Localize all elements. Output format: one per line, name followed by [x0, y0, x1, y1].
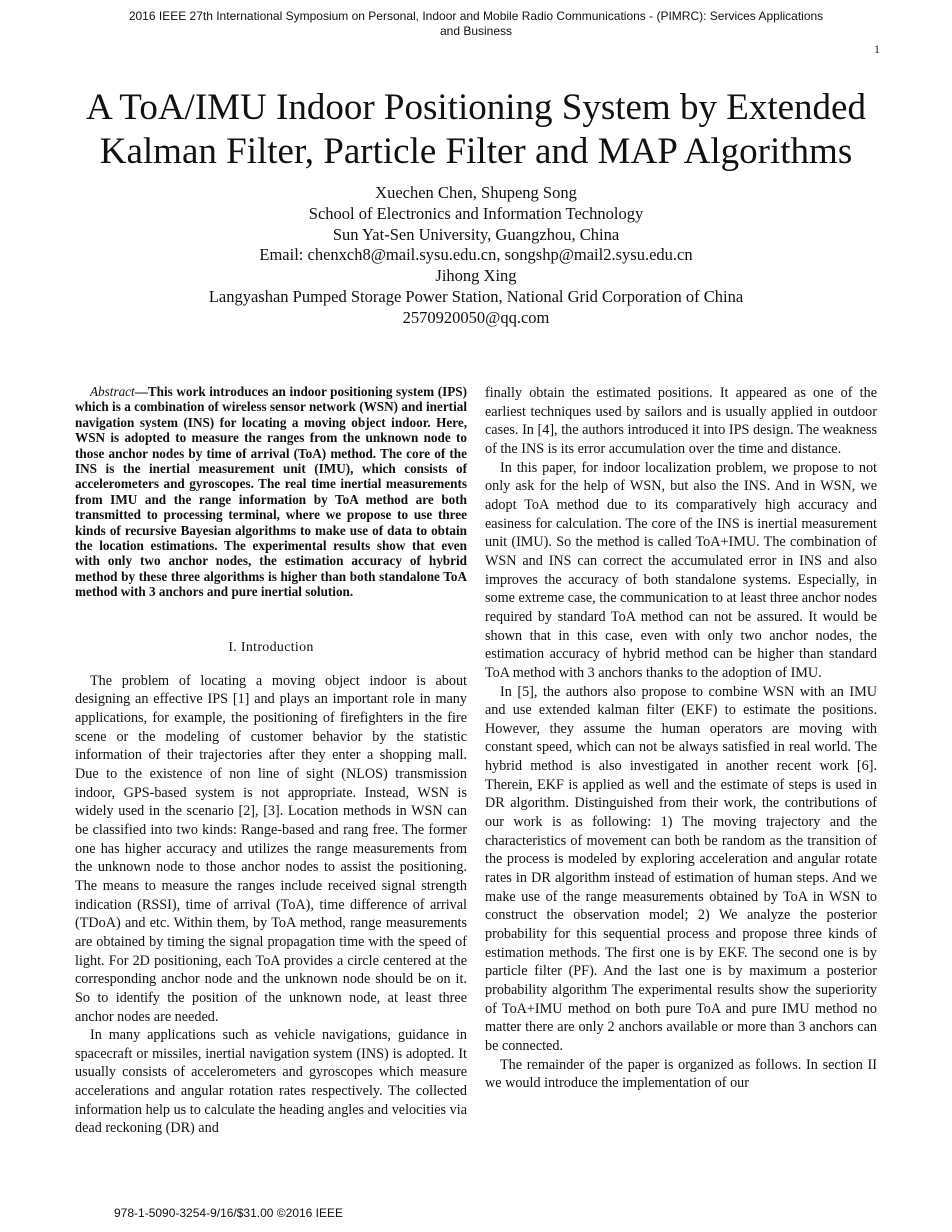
author-names-2: Jihong Xing — [435, 266, 517, 286]
intro-paragraph-3: In this paper, for indoor localization problem, we propose to not only ask for the help of WSN, but also the INS. And in WSN, we adopt ToA method due to its comparatively high accuracy and easiness for calculation. The core of the INS is inertial measurement unit (IMU). So the method is called ToA+IMU. The combination of WSN and INS can correct the accumulated error in INS and also improves the accuracy of both standalone systems. Especially, in some extreme case, the communication to at least three anchor nodes required by standard ToA method can not be assured. It would be shown that in this case, even with only two anchor nodes, the estimation accuracy of hybrid method can be higher than standard ToA method with 3 anchors thanks to the adoption of IMU. — [485, 459, 877, 681]
author-names-1: Xuechen Chen, Shupeng Song — [375, 183, 577, 202]
author-affiliation-2: Langyashan Pumped Storage Power Station, National Grid Corporation of China — [208, 286, 744, 306]
paper-title: A ToA/IMU Indoor Positioning System by Extended Kalman Filter, Particle Filter and MAP Algorithms — [86, 87, 866, 172]
author-affiliation-1: School of Electronics and Information Technology — [308, 203, 644, 223]
intro-paragraph-2: In many applications such as vehicle navigations, guidance in spacecraft or missiles, inertial navigation system (INS) is adopted. It usually consists of accelerometers and gyroscopes which measure accelerations and angular rotation rates respectively. The collected information help us to calculate the heading angles and velocities via dead reckoning (DR) and — [75, 1027, 467, 1137]
abstract-dash: — — [134, 384, 148, 399]
conference-header — [100, 9, 852, 39]
intro-paragraph-5: The remainder of the paper is organized as follows. In section II we would introduce the implementation of our — [485, 1056, 877, 1092]
author-email-1: Email: chenxch8@mail.sysu.edu.cn, songshp@mail2.sysu.edu.cn — [259, 245, 693, 265]
page-number: 1 — [874, 42, 880, 56]
section-heading-introduction: I. Introduction — [228, 639, 314, 655]
left-column — [75, 384, 467, 1138]
abstract-label: Abstract — [90, 384, 135, 399]
copyright-footer: 978-1-5090-3254-9/16/$31.00 ©2016 IEEE — [114, 1206, 344, 1220]
intro-paragraph-4: In [5], the authors also propose to combine WSN with an IMU and use extended kalman filter (EKF) to estimate the positions. However, they assume the human operators are moving with constant speed, which can not be always satisfied in real world. The hybrid method is also investigated in another recent work [6]. Therein, EKF is applied as well and the estimate of steps is used in DR algorithm. Distinguished from their work, the contributions of our work is as following: 1) The moving trajectory and the characteristics of movement can both be random as the transition of the process is modeled by exploring acceleration and angular rotate rates in DR algorithm instead of estimation of human steps. And we make use of the range measurements obtained by ToA in WSN to construct the observation model; 2) We analyze the posterior probability for this sequential process and propose three kinds of estimation methods. The first one is by EKF. The second one is by particle filter (PF). And the last one is by maximum a posterior probability algorithm The experimental results show the superiority of ToA+IMU method on both pure ToA and pure IMU method no matter there are only 2 anchors available or more than 3 anchors can be connected. — [485, 683, 877, 1054]
right-column — [485, 384, 877, 1093]
author-email-2: 2570920050@qq.com — [402, 307, 550, 327]
author-university: Sun Yat-Sen University, Guangzhou, China — [332, 224, 620, 244]
conference-header-line-1: 2016 IEEE 27th International Symposium on Personal, Indoor and Mobile Radio Communications - (PIMRC): Services Applications — [128, 9, 824, 23]
intro-paragraph-2-continued: finally obtain the estimated positions. It appeared as one of the earliest techniques used by sailors and is usually applied in outdoor cases. In [4], the authors introduced it into IPS design. The weakness of the INS is its error accumulation over the time and distance. — [485, 385, 877, 457]
intro-paragraph-1: The problem of locating a moving object indoor is about designing an effective IPS [1] and plays an important role in many applications, for example, the positioning of firefighters in the fire scene or the modeling of customer behavior by the statistic information of their trajectories after they enter a shopping mall. Due to the existence of non line of sight (NLOS) transmission indoor, GPS-based system is not appropriate. Instead, WSN is widely used in the scenario [2], [3]. Location methods in WSN can be classified into two kinds: Range-based and rang free. The former one has higher accuracy and utilizes the range measurements from the unknown node to those anchor nodes to assist the positioning. The means to measure the ranges include received signal strength indication (RSSI), time of arrival (ToA), time difference of arrival (TDoA) and etc. Within them, by ToA method, range measurements are obtained by timing the signal propagation time with the speed of light. For 2D positioning, each ToA provides a circle centered at the corresponding anchor node and the unknown node should be on it. So to identify the position of the unknown node, at least three anchor nodes are needed. — [75, 672, 467, 1025]
abstract — [75, 384, 467, 600]
conference-header-line-2: and Business — [439, 24, 513, 38]
author-block — [100, 183, 852, 329]
abstract-text: This work introduces an indoor positioning system (IPS) which is a combination of wireless sensor network (WSN) and inertial navigation system (INS) for locating a moving object indoor. Here, WSN is adopted to measure the ranges from the unknown node to those anchor nodes by time of arrival (ToA) method. The core of the INS is the inertial measurement unit (IMU), which consists of accelerometers and gyroscopes. The real time inertial measurements from IMU and the range information by ToA method are both transmitted to processing terminal, where we propose to use three kinds of recursive Bayesian algorithms to make use of data to obtain the location estimations. The experimental results show that even with only two anchor nodes, the estimation accuracy of hybrid method by these three algorithms is higher than both standalone ToA method with 3 anchors and pure inertial solution. — [75, 384, 467, 600]
